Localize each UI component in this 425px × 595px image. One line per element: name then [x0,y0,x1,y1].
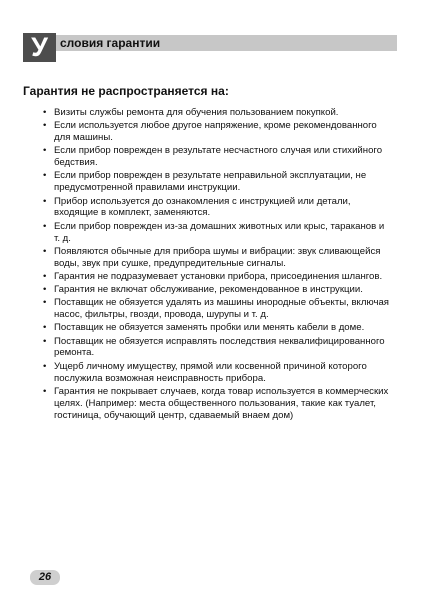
list-item-text: Визиты службы ремонта для обучения пользованием покупкой. [54,107,339,118]
bullet-icon: • [43,284,47,296]
list-item [43,246,391,270]
list-item [43,221,391,245]
list-item-text: Если прибор поврежден в результате неправильной эксплуатации, не предусмотренной правилами инструкции. [54,170,367,194]
list-item-text: Гарантия не включат обслуживание, рекомендованное в инструкции. [54,284,363,296]
list-item-text: Если прибор поврежден в результате несчастного случая или стихийного бедствия. [54,145,383,169]
list-item [43,322,391,334]
bullet-icon: • [43,360,47,372]
bullet-icon: • [43,120,47,132]
list-item [43,336,391,360]
list-item [43,107,391,119]
bullet-icon: • [43,145,47,157]
list-item [43,271,391,283]
list-item-text: Поставщик не обязуется удалять из машины инородные объекты, включая насос, фильтры, гвозди, провода, шурупы и т. д. [54,297,389,321]
list-item-text: Поставщик не обязуется заменять пробки или менять кабели в доме. [54,322,365,334]
list-item [43,196,391,220]
bullet-icon: • [43,170,47,182]
list-item [43,120,391,144]
header-title: словия гарантии [60,36,161,50]
list-item [43,284,391,296]
bullet-icon: • [43,322,47,334]
page-header [23,32,397,62]
list-item [43,297,391,321]
list-item-text: Гарантия не подразумевает установки прибора, присоединения шлангов. [54,270,383,282]
list-item-text: Если прибор поврежден из-за домашних животных или крыс, тараканов и т. д. [54,220,385,244]
bullet-icon: • [43,220,47,232]
list-item [43,386,391,422]
list-item-text: Ущерб личному имуществу, прямой или косвенной причиной которого послужила возможная неисправность прибора. [54,360,367,384]
bullet-icon: • [43,335,47,347]
section-heading: Гарантия не распространяется на: [23,84,229,98]
warranty-exclusions-list [43,107,391,423]
list-item-text: Гарантия не покрывает случаев, когда товар используется в коммерческих целях. (Например: места общественного пользования, такие как туалет, гостиница, обучающий центр, сдаваемый внаем дом) [54,385,389,421]
list-item [43,170,391,194]
bullet-icon: • [43,270,47,282]
bullet-icon: • [43,297,47,309]
list-item-text: Поставщик не обязуется исправлять последствия неквалифицированного ремонта. [54,335,385,359]
list-item [43,145,391,169]
list-item-text: Прибор используется до ознакомления с инструкцией или детали, входящие в комплект, заменяются. [54,195,351,219]
bullet-icon: • [43,195,47,207]
bullet-icon: • [43,385,47,397]
bullet-icon: • [43,245,47,257]
list-item-text: Если используется любое другое напряжение, кроме рекомендованного для машины. [54,120,377,144]
list-item [43,361,391,385]
page-number: 26 [30,570,60,585]
header-initial-letter: У [23,33,56,62]
bullet-icon: • [43,107,47,118]
list-item-text: Появляются обычные для прибора шумы и вибрации: звук сливающейся воды, звук при сушке, предупредительные сигналы. [54,245,381,269]
